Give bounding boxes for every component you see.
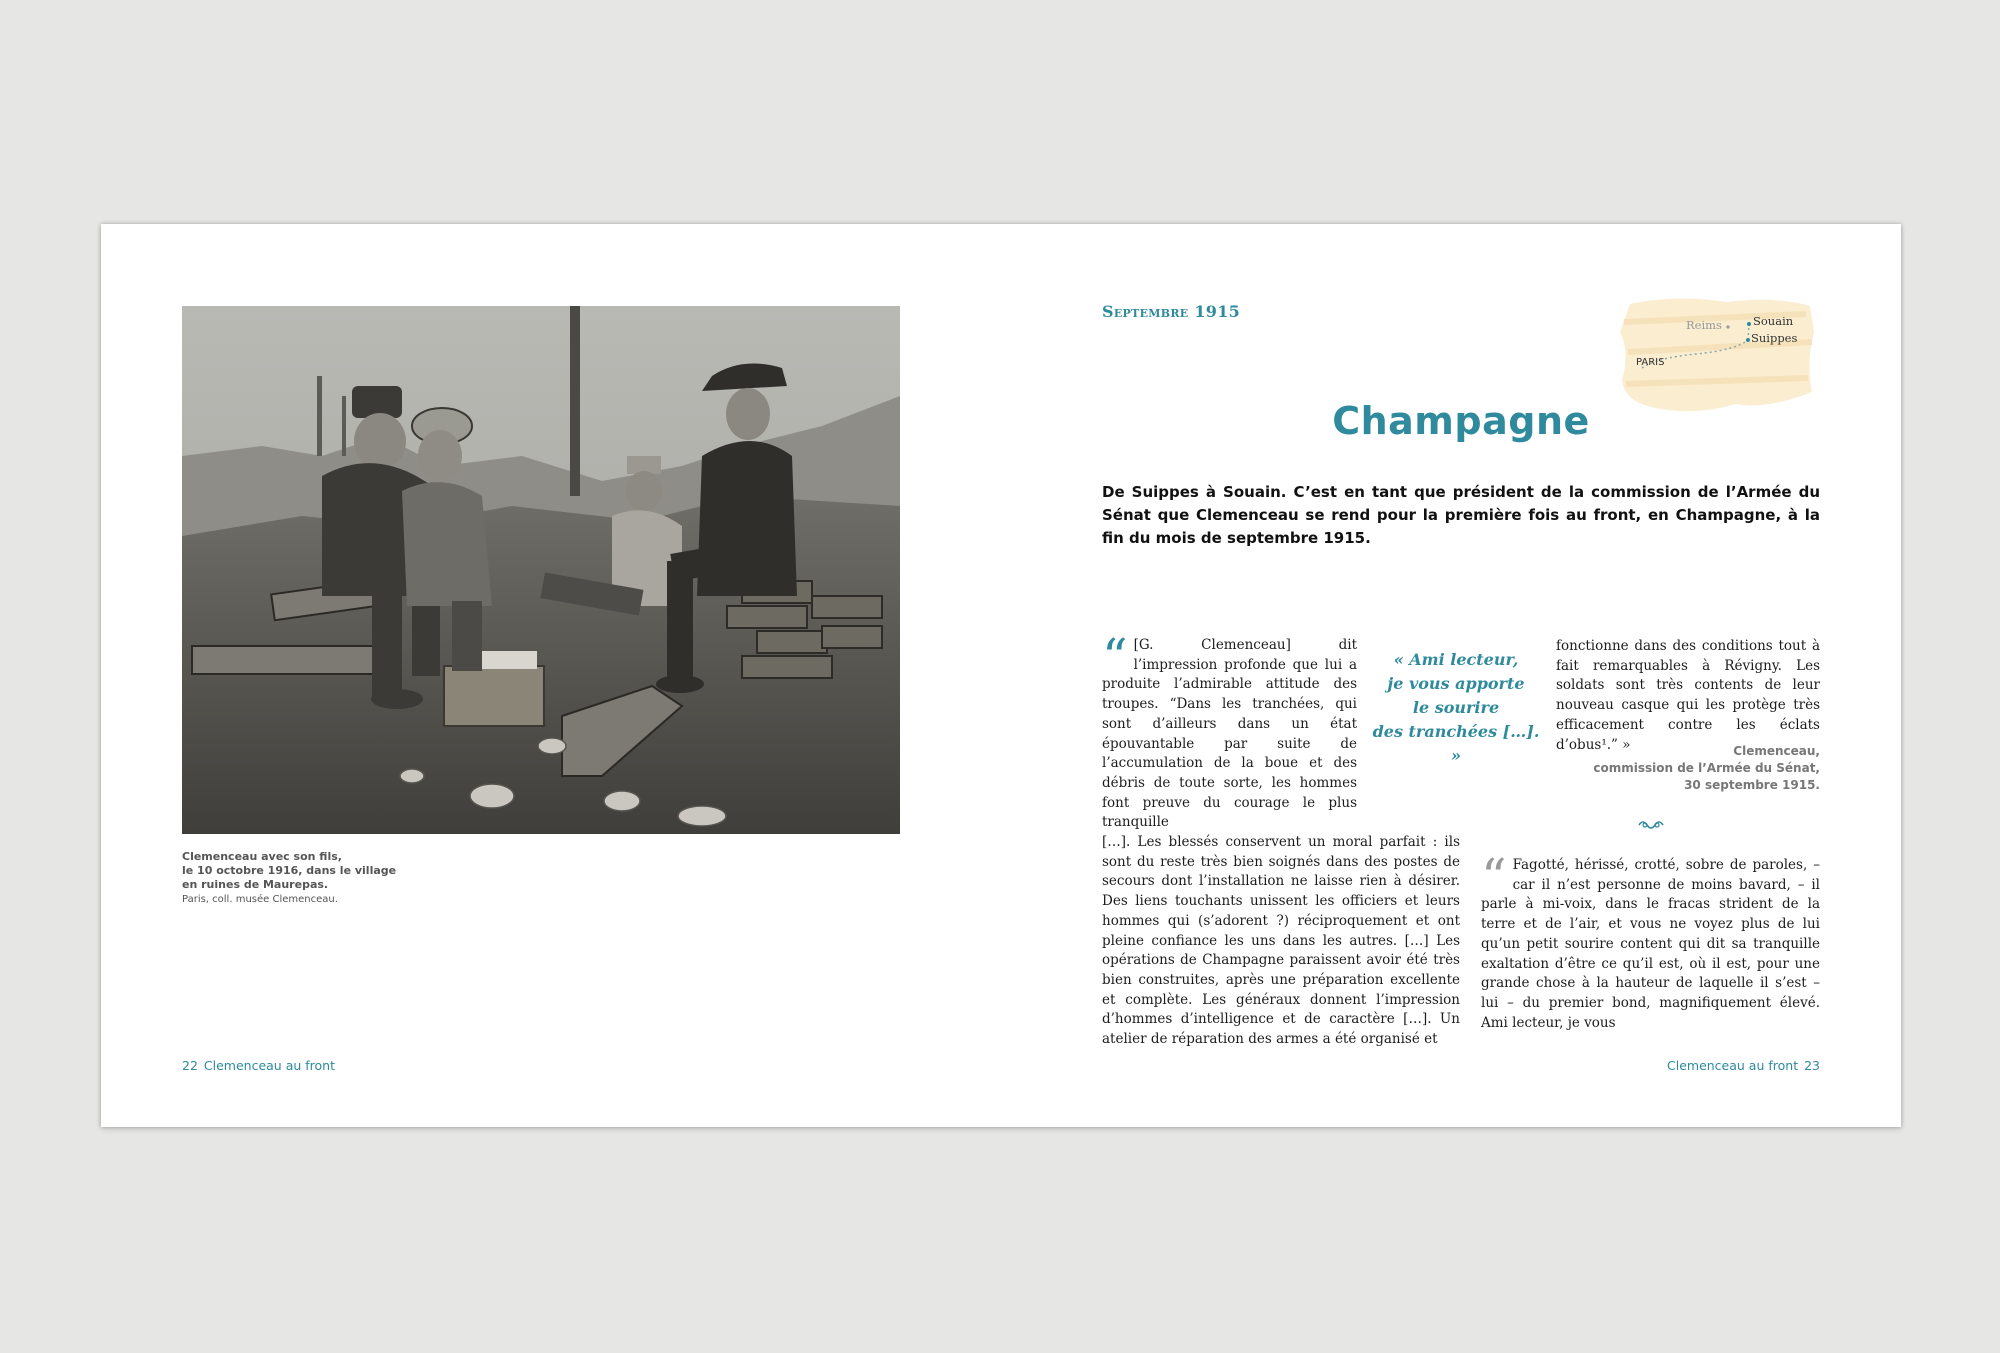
page-number-right: 23 (1804, 1058, 1820, 1073)
quote-text-narrow: [G. Clemenceau] dit l’impression profonde que lui a produite l’admirable attitude des troupes. “Dans les tranchées, qui sont d’ailleurs dans un état épouvantable par suite de l’accumulation de la boue et des débris de toute sorte, les hommes font preuve du courage le plus tranquille (1102, 637, 1357, 831)
folio-right (1667, 1058, 1820, 1073)
quote-column-3: fonctionne dans des conditions tout à fait remarquables à Révigny. Les soldats sont très contents de leur nouveau casque qui les protège très efficacement contre les éclats d’obus¹.” » (1556, 638, 1820, 753)
pull-quote-line: le sourire (1412, 698, 1500, 717)
quote-text-wide: […]. Les blessés conservent un moral parfait : ils sont du reste très bien soignés dans des postes de secours dont l’installation ne laisse rien à désirer. Des liens touchants unissent les officiers et leurs hommes qui (s’adorent ?) réciproquement et ont pleine confiance les uns dans les autres. […] Les opérations de Champagne paraissent avoir été très bien construites, après une préparation excellente et complète. Les généraux donnent l’impression d’hommes d’intelligence et de caractère […]. Un atelier de réparation des armes a été organisé et (1102, 834, 1460, 1048)
photo-illustration (182, 306, 900, 834)
attribution-line: Clemenceau, (1733, 744, 1820, 758)
map-label-suippes: Suippes (1751, 331, 1798, 345)
pull-quote-line: des tranchées […]. » (1372, 722, 1540, 765)
caption-title-line: Clemenceau avec son fils, (182, 850, 342, 863)
pull-quote-line: je vous apporte (1387, 674, 1525, 693)
caption-credit: Paris, coll. musée Clemenceau. (182, 894, 338, 905)
book-spread (101, 224, 1901, 1127)
running-title-left: Clemenceau au front (203, 1058, 335, 1073)
pull-quote-line: « Ami lecteur, (1393, 650, 1519, 669)
attribution-line: 30 septembre 1915. (1684, 778, 1820, 792)
archival-photo (182, 306, 900, 834)
page-number-left: 22 (182, 1058, 198, 1073)
map-label-reims: Reims (1686, 318, 1722, 332)
quote-column-4 (1481, 848, 1820, 1033)
date-kicker: Septembre 1915 (1102, 302, 1241, 321)
caption-title-line: en ruines de Maurepas. (182, 878, 329, 891)
running-title-right: Clemenceau au front (1667, 1058, 1799, 1073)
folio-left (182, 1058, 335, 1073)
map-label-souain: Souain (1753, 314, 1794, 328)
caption-title-line: le 10 octobre 1916, dans le village (182, 864, 397, 877)
lede-paragraph: De Suippes à Souain. C’est en tant que président de la commission de l’Armée du Sénat que Clemenceau se rend pour la première fois au front, en Champagne, à la fin du mois de septembre 1915. (1102, 483, 1820, 547)
pull-quote (1371, 648, 1541, 768)
map-label-paris: PARIS (1636, 357, 1665, 368)
attribution-line: commission de l’Armée du Sénat, (1593, 761, 1820, 775)
quote-attribution (1556, 743, 1820, 794)
quote-text: Fagotté, hérissé, crotté, sobre de paroles, – car il n’est personne de moins bavard, – il parle à mi-voix, dans le fracas strident de la terre et de l’air, et vous ne voyez plus de lui qu’un petit sourire content qui dit sa tranquille exaltation d’être ce qu’il est, où il est, pour une grande chose à la hauteur de laquelle il s’est – lui – du premier bond, magnifiquement élevé. Ami lecteur, je vous (1481, 857, 1820, 1031)
chapter-title: Champagne (1332, 399, 1590, 443)
open-quote-mark: “ (1481, 848, 1507, 906)
photo-caption (182, 850, 442, 907)
ornament-icon (1636, 818, 1666, 832)
open-quote-mark: “ (1102, 628, 1128, 686)
